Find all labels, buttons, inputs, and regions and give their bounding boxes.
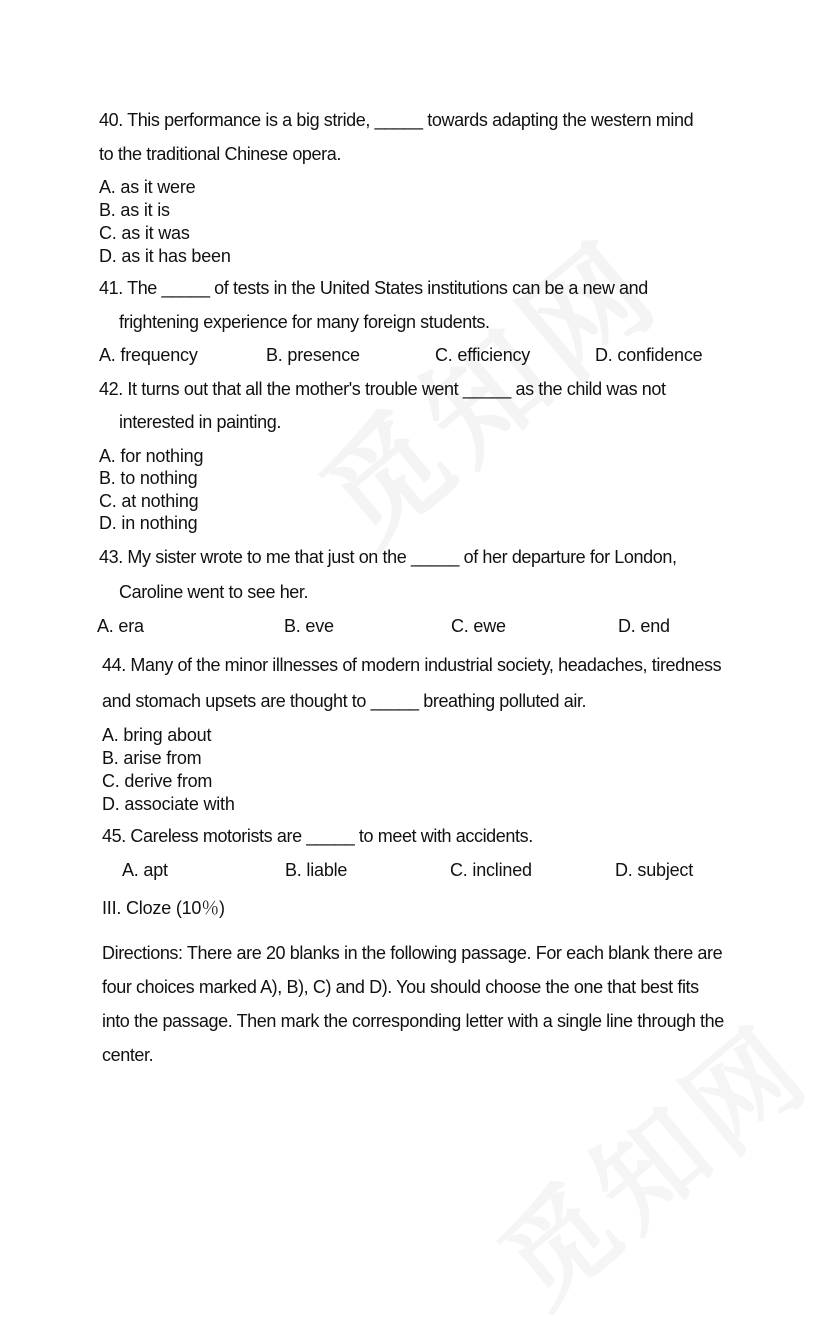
q45-option-a: A. apt	[122, 860, 168, 880]
q41-option-c: C. efficiency	[435, 345, 531, 365]
q41-stem-line2: frightening experience for many foreign students.	[119, 312, 490, 332]
q42-option-b: B. to nothing	[99, 468, 198, 488]
q43-option-a: A. era	[97, 616, 144, 636]
section-heading-cloze: III. Cloze (10％)	[102, 898, 225, 918]
directions-line3: into the passage. Then mark the corresponding letter with a single line through the	[102, 1011, 724, 1031]
q44-option-d: D. associate with	[102, 794, 235, 814]
q42-option-d: D. in nothing	[99, 513, 198, 533]
q42-option-a: A. for nothing	[99, 446, 204, 466]
q45-option-b: B. liable	[285, 860, 348, 880]
directions-line4: center.	[102, 1045, 154, 1065]
q43-option-b: B. eve	[284, 616, 334, 636]
directions-line2: four choices marked A), B), C) and D). You should choose the one that best fits	[102, 977, 699, 997]
directions-line1: Directions: There are 20 blanks in the following passage. For each blank there are	[102, 943, 723, 963]
q42-stem-line2: interested in painting.	[119, 412, 281, 432]
q43-stem-line1: 43. My sister wrote to me that just on the _____ of her departure for London,	[99, 547, 677, 567]
q41-option-a: A. frequency	[99, 345, 198, 365]
watermark	[461, 983, 830, 1335]
q44-option-a: A. bring about	[102, 725, 212, 745]
q44-stem-line2: and stomach upsets are thought to _____ breathing polluted air.	[102, 691, 587, 711]
q44-option-c: C. derive from	[102, 771, 213, 791]
q45-stem-line1: 45. Careless motorists are _____ to meet with accidents.	[102, 826, 533, 846]
q43-stem-line2: Caroline went to see her.	[119, 582, 309, 602]
q41-stem-line1: 41. The _____ of tests in the United States institutions can be a new and	[99, 278, 648, 298]
q45-option-d: D. subject	[615, 860, 694, 880]
q41-option-d: D. confidence	[595, 345, 703, 365]
q40-option-a: A. as it were	[99, 177, 196, 197]
q45-option-c: C. inclined	[450, 860, 532, 880]
q42-stem-line1: 42. It turns out that all the mother's trouble went _____ as the child was not	[99, 379, 666, 399]
q40-option-c: C. as it was	[99, 223, 190, 243]
q44-option-b: B. arise from	[102, 748, 202, 768]
q40-stem-line2: to the traditional Chinese opera.	[99, 144, 341, 164]
q43-option-d: D. end	[618, 616, 670, 636]
q42-option-c: C. at nothing	[99, 491, 199, 511]
q44-stem-line1: 44. Many of the minor illnesses of modern industrial society, headaches, tiredness	[102, 655, 722, 675]
q40-option-d: D. as it has been	[99, 246, 231, 266]
q43-option-c: C. ewe	[451, 616, 506, 636]
q40-option-b: B. as it is	[99, 200, 170, 220]
q41-option-b: B. presence	[266, 345, 360, 365]
q40-stem-line1: 40. This performance is a big stride, _____ towards adapting the western mind	[99, 110, 694, 130]
